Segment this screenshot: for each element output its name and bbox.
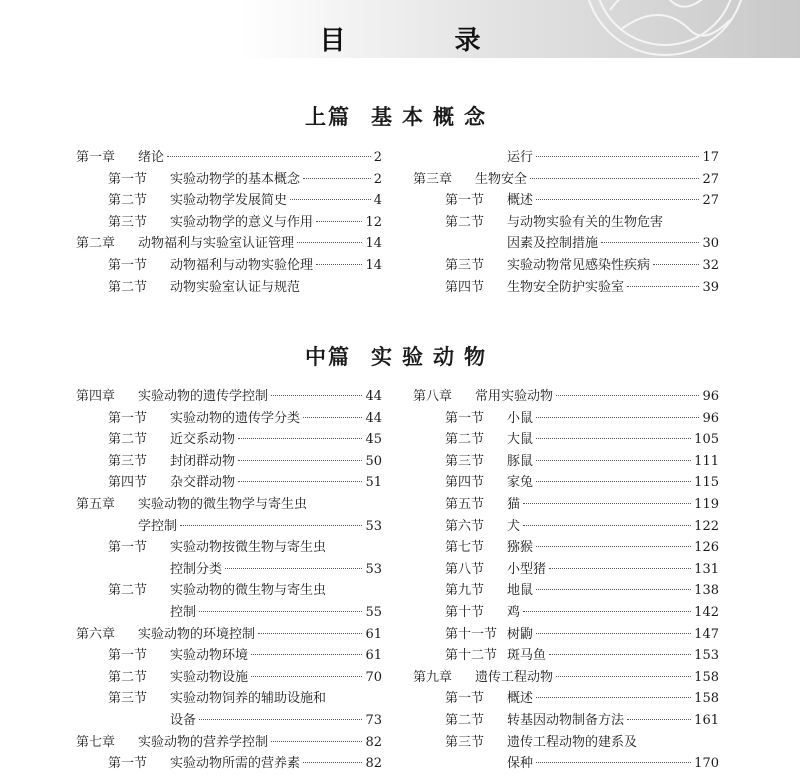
- toc-entry[interactable]: [413, 386, 719, 408]
- toc-entry[interactable]: [76, 580, 382, 602]
- toc-entry[interactable]: [413, 537, 719, 559]
- page-number: 55: [365, 604, 382, 620]
- toc-entry[interactable]: [76, 732, 382, 754]
- entry-title: 实验动物所需的营养素: [170, 756, 301, 772]
- entry-title: 实验动物饲养的辅助设施和: [170, 691, 327, 707]
- dot-leader: [199, 719, 362, 720]
- section-number: 第三节: [108, 214, 148, 230]
- toc-entry[interactable]: [413, 602, 719, 624]
- dot-leader: [536, 481, 691, 482]
- page-number: 17: [702, 150, 719, 165]
- page-number: 111: [694, 453, 719, 469]
- entry-title: 实验动物的微生物与寄生虫: [170, 583, 327, 599]
- toc-entry[interactable]: [76, 255, 382, 277]
- entry-title: 因素及控制措施: [507, 236, 599, 252]
- chapter-number: 第二章: [76, 236, 116, 252]
- toc-column-part1-right: [413, 147, 719, 298]
- toc-entry[interactable]: [76, 472, 382, 494]
- entry-title: 大鼠: [507, 432, 534, 448]
- dot-leader: [536, 417, 699, 418]
- section-number: 第一节: [445, 410, 485, 426]
- entry-title: 动物福利与动物实验伦理: [170, 257, 314, 273]
- entry-title: 设备: [170, 712, 197, 728]
- part-name: 基本概念: [371, 104, 495, 129]
- toc-entry[interactable]: [76, 212, 382, 234]
- toc-entry[interactable]: [76, 645, 382, 667]
- page-number: 12: [365, 214, 382, 230]
- toc-entry[interactable]: [413, 233, 719, 255]
- section-number: 第五节: [445, 496, 485, 512]
- dot-leader: [627, 719, 691, 720]
- dot-leader: [271, 741, 362, 742]
- page-number: 153: [694, 648, 719, 664]
- page-number: 53: [365, 518, 382, 534]
- entry-title: 实验动物学发展简史: [170, 193, 288, 209]
- entry-title: 动物福利与实验室认证管理: [138, 236, 295, 252]
- page-number: 73: [365, 712, 382, 728]
- entry-title: 实验动物学的基本概念: [170, 171, 301, 187]
- entry-title: 绪论: [138, 150, 165, 165]
- entry-title: 猕猴: [507, 540, 534, 556]
- entry-title: 遗传工程动物: [475, 669, 554, 685]
- section-number: 第二节: [445, 712, 485, 728]
- page-number: 161: [694, 712, 719, 728]
- dot-leader: [536, 633, 691, 634]
- toc-entry[interactable]: [413, 255, 719, 277]
- entry-title: 实验动物按微生物与寄生虫: [170, 540, 327, 556]
- dot-leader: [251, 654, 362, 655]
- entry-title: 犬: [507, 518, 521, 534]
- section-number: 第九节: [445, 583, 485, 599]
- dot-leader: [303, 762, 362, 763]
- dot-leader: [523, 503, 691, 504]
- chapter-number: 第七章: [76, 734, 116, 750]
- dot-leader: [536, 589, 691, 590]
- page-number: 14: [365, 257, 382, 273]
- page-number: 53: [365, 561, 382, 577]
- dot-leader: [225, 568, 362, 569]
- dot-leader: [290, 199, 371, 200]
- page-number: 138: [694, 583, 719, 599]
- toc-entry[interactable]: [413, 688, 719, 710]
- page-number: 82: [365, 734, 382, 750]
- entry-title: 实验动物环境: [170, 648, 249, 664]
- dot-leader: [297, 242, 362, 243]
- toc-entry[interactable]: [76, 710, 382, 732]
- dot-leader: [536, 460, 691, 461]
- page-number: 4: [373, 193, 382, 209]
- toc-entry[interactable]: [76, 277, 382, 299]
- chapter-number: 第四章: [76, 389, 116, 404]
- page-number: 115: [694, 475, 719, 491]
- toc-entry[interactable]: [413, 212, 719, 234]
- toc-entry[interactable]: [413, 710, 719, 732]
- section-number: 第三节: [445, 257, 485, 273]
- section-number: 第二节: [108, 279, 148, 295]
- entry-title: 家兔: [507, 475, 534, 491]
- toc-entry[interactable]: [76, 559, 382, 581]
- section-number: 第一节: [108, 171, 148, 187]
- toc-entry[interactable]: [413, 624, 719, 646]
- section-number: 第四节: [445, 279, 485, 295]
- dot-leader: [536, 438, 691, 439]
- toc-column-part2-right: [413, 386, 719, 775]
- chapter-number: 第九章: [413, 669, 453, 685]
- toc-entry[interactable]: [76, 753, 382, 775]
- toc-column-part2-left: [76, 386, 382, 775]
- toc-entry[interactable]: [76, 602, 382, 624]
- dot-leader: [238, 460, 362, 461]
- toc-entry[interactable]: [76, 233, 382, 255]
- section-number: 第三节: [445, 734, 485, 750]
- entry-title: 常用实验动物: [475, 389, 554, 404]
- dot-leader: [167, 156, 371, 157]
- section-number: 第三节: [108, 453, 148, 469]
- page-number: 170: [694, 756, 719, 772]
- page-number: 70: [365, 669, 382, 685]
- part-title-2: [0, 341, 800, 371]
- dot-leader: [199, 611, 362, 612]
- page-title: 目 录: [319, 26, 531, 56]
- chapter-number: 第一章: [76, 150, 116, 165]
- toc-entry[interactable]: [76, 190, 382, 212]
- dot-leader: [303, 178, 371, 179]
- page-number: 126: [694, 540, 719, 556]
- section-number: 第一节: [108, 648, 148, 664]
- dot-leader: [251, 676, 362, 677]
- dot-leader: [536, 199, 699, 200]
- toc-entry[interactable]: [413, 580, 719, 602]
- toc-column-part1-left: [76, 147, 382, 298]
- entry-title: 遗传工程动物的建系及: [507, 734, 638, 750]
- dot-leader: [258, 633, 362, 634]
- toc-entry[interactable]: [413, 451, 719, 473]
- entry-title: 实验动物常见感染性疾病: [507, 257, 651, 273]
- toc-entry[interactable]: [413, 516, 719, 538]
- chapter-number: 第三章: [413, 171, 453, 187]
- entry-title: 实验动物设施: [170, 669, 249, 685]
- page-number: 30: [702, 236, 719, 252]
- section-number: 第二节: [108, 669, 148, 685]
- page-number: 158: [694, 691, 719, 707]
- page-number: 131: [694, 561, 719, 577]
- entry-title: 斑马鱼: [507, 648, 547, 664]
- toc-entry[interactable]: [413, 277, 719, 299]
- section-number: 第二节: [108, 193, 148, 209]
- section-number: 第四节: [445, 475, 485, 491]
- toc-entry[interactable]: [76, 624, 382, 646]
- section-number: 第十二节: [445, 648, 498, 664]
- dot-leader: [316, 221, 362, 222]
- dot-leader: [180, 525, 362, 526]
- entry-title: 实验动物的遗传学控制: [138, 389, 269, 404]
- entry-title: 生物安全防护实验室: [507, 279, 625, 295]
- section-number: 第三节: [108, 691, 148, 707]
- page-number: 51: [365, 475, 382, 491]
- dot-leader: [523, 525, 691, 526]
- chapter-number: 第六章: [76, 626, 116, 642]
- chapter-number: 第八章: [413, 389, 453, 404]
- dot-leader: [238, 481, 362, 482]
- section-number: 第十一节: [445, 626, 498, 642]
- page-number: 122: [694, 518, 719, 534]
- part-label: 中篇: [305, 344, 351, 369]
- dot-leader: [653, 264, 699, 265]
- part-title-1: [0, 101, 800, 131]
- entry-title: 转基因动物制备方法: [507, 712, 625, 728]
- toc-entry[interactable]: [413, 645, 719, 667]
- section-number: 第二节: [445, 432, 485, 448]
- page-number: 61: [365, 648, 382, 664]
- entry-title: 实验动物的环境控制: [138, 626, 256, 642]
- entry-title: 保种: [507, 756, 534, 772]
- page-number: 61: [365, 626, 382, 642]
- page-number: 105: [694, 432, 719, 448]
- dot-leader: [556, 676, 691, 677]
- page-number: 39: [702, 279, 719, 295]
- toc-entry[interactable]: [76, 386, 382, 408]
- entry-title: 学控制: [138, 518, 178, 534]
- section-number: 第七节: [445, 540, 485, 556]
- page-number: 27: [702, 171, 719, 187]
- section-number: 第一节: [108, 410, 148, 426]
- entry-title: 豚鼠: [507, 453, 534, 469]
- entry-title: 运行: [507, 150, 534, 165]
- toc-entry[interactable]: [413, 429, 719, 451]
- dot-leader: [549, 654, 691, 655]
- toc-entry[interactable]: [76, 169, 382, 191]
- dot-leader: [316, 264, 362, 265]
- page-number: 45: [365, 432, 382, 448]
- part-name: 实验动物: [371, 344, 495, 369]
- toc-entry[interactable]: [76, 429, 382, 451]
- toc-entry[interactable]: [76, 147, 382, 169]
- dot-leader: [556, 395, 699, 396]
- page-number: 27: [702, 193, 719, 209]
- toc-entry[interactable]: [76, 451, 382, 473]
- page-number: 44: [365, 389, 382, 404]
- toc-entry[interactable]: [413, 190, 719, 212]
- entry-title: 实验动物的遗传学分类: [170, 410, 301, 426]
- entry-title: 实验动物的微生物学与寄生虫: [138, 496, 308, 512]
- toc-entry[interactable]: [76, 688, 382, 710]
- page-number: 2: [373, 171, 382, 187]
- section-number: 第二节: [108, 432, 148, 448]
- entry-title: 概述: [507, 691, 534, 707]
- entry-title: 近交系动物: [170, 432, 236, 448]
- page-number: 14: [365, 236, 382, 252]
- dot-leader: [601, 242, 699, 243]
- page-number: 2: [373, 150, 382, 165]
- entry-title: 猫: [507, 496, 521, 512]
- toc-entry[interactable]: [413, 472, 719, 494]
- entry-title: 实验动物学的意义与作用: [170, 214, 314, 230]
- chapter-number: 第五章: [76, 496, 116, 512]
- dot-leader: [627, 286, 699, 287]
- section-number: 第一节: [108, 540, 148, 556]
- part-label: 上篇: [305, 104, 351, 129]
- entry-title: 动物实验室认证与规范: [170, 279, 301, 295]
- section-number: 第一节: [108, 756, 148, 772]
- toc-entry[interactable]: [413, 559, 719, 581]
- dot-leader: [303, 417, 362, 418]
- page-number: 32: [702, 257, 719, 273]
- entry-title: 控制: [170, 604, 197, 620]
- section-number: 第二节: [108, 583, 148, 599]
- toc-entry[interactable]: [76, 408, 382, 430]
- dot-leader: [523, 611, 691, 612]
- entry-title: 鸡: [507, 604, 521, 620]
- dot-leader: [530, 178, 699, 179]
- entry-title: 杂交群动物: [170, 475, 236, 491]
- section-number: 第六节: [445, 518, 485, 534]
- entry-title: 封闭群动物: [170, 453, 236, 469]
- dot-leader: [271, 395, 362, 396]
- section-number: 第十节: [445, 604, 485, 620]
- dot-leader: [536, 156, 699, 157]
- page-number: 50: [365, 453, 382, 469]
- section-number: 第一节: [108, 257, 148, 273]
- toc-entry[interactable]: [413, 494, 719, 516]
- dot-leader: [536, 697, 691, 698]
- entry-title: 小型猪: [507, 561, 547, 577]
- page-number: 82: [365, 756, 382, 772]
- page-number: 147: [694, 626, 719, 642]
- section-number: 第一节: [445, 691, 485, 707]
- page-number: 158: [694, 669, 719, 685]
- toc-entry[interactable]: [413, 753, 719, 775]
- toc-entry[interactable]: [413, 408, 719, 430]
- section-number: 第八节: [445, 561, 485, 577]
- page-number: 96: [702, 410, 719, 426]
- entry-title: 概述: [507, 193, 534, 209]
- toc-entry[interactable]: [76, 516, 382, 538]
- entry-title: 地鼠: [507, 583, 534, 599]
- page-number: 96: [702, 389, 719, 404]
- toc-entry[interactable]: [413, 147, 719, 169]
- dot-leader: [536, 762, 691, 763]
- entry-title: 树鼩: [507, 626, 534, 642]
- toc-entry[interactable]: [76, 667, 382, 689]
- toc-entry[interactable]: [76, 537, 382, 559]
- dot-leader: [238, 438, 362, 439]
- entry-title: 小鼠: [507, 410, 534, 426]
- toc-entry[interactable]: [76, 494, 382, 516]
- entry-title: 实验动物的营养学控制: [138, 734, 269, 750]
- page-number: 44: [365, 410, 382, 426]
- section-number: 第四节: [108, 475, 148, 491]
- section-number: 第二节: [445, 214, 485, 230]
- toc-entry[interactable]: [413, 732, 719, 754]
- toc-entry[interactable]: [413, 667, 719, 689]
- dot-leader: [536, 546, 691, 547]
- page-number: 142: [694, 604, 719, 620]
- section-number: 第一节: [445, 193, 485, 209]
- section-number: 第三节: [445, 453, 485, 469]
- entry-title: 与动物实验有关的生物危害: [507, 214, 664, 230]
- dot-leader: [549, 568, 691, 569]
- entry-title: 生物安全: [475, 171, 528, 187]
- page-number: 119: [694, 496, 719, 512]
- toc-entry[interactable]: [413, 169, 719, 191]
- entry-title: 控制分类: [170, 561, 223, 577]
